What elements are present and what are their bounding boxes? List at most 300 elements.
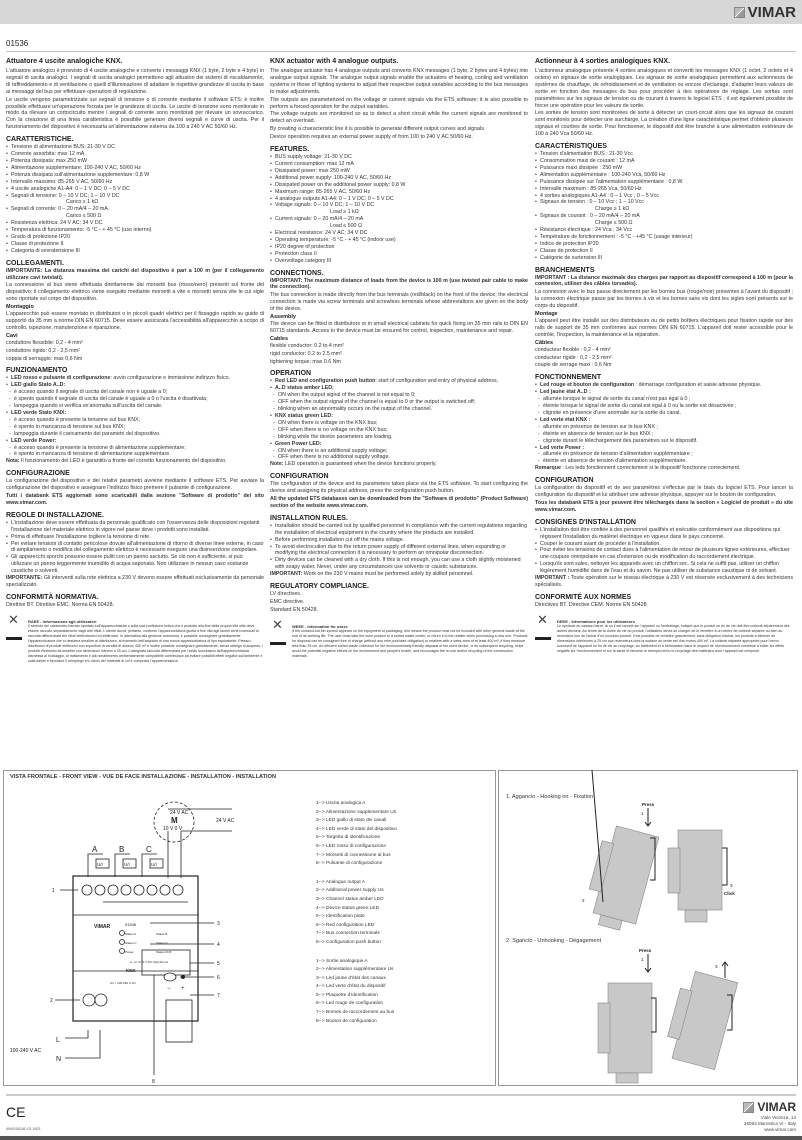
divider bbox=[6, 51, 796, 52]
note bbox=[270, 461, 528, 468]
important-text: Gli interventi sulla rete elettrica a 230 V devono essere effettuati esclusivamente da personale specializzato. bbox=[6, 575, 265, 588]
connections-text: The bus connection is made directly from the bus terminals (red/black) on the front of the device; the electrical connection is made via screw terminals and screwless terminals whose abbreviations are given on the body of the device. bbox=[270, 292, 528, 313]
operation-item bbox=[270, 413, 528, 420]
configuration-download: All the updated ETS databases can be downloaded from the "Software di prodotto" (Product Software) section of the website www.vimar.com. bbox=[270, 496, 528, 509]
weee-text: Il simbolo del cassonetto barrato riportato sull'apparecchiatura o sulla sua confezione indica che il prodotto alla fine della propria vita utile deve essere raccolto separatamente dagli altri rifiuti. L'utente dovrà, pertanto, conferire l'apparecchiatura giunta a fine vita agli idonei centri comunali di raccolta differenziata dei rifiuti elettrotecnici ed elettronici. In alternativa alla gestione autonoma, è possibile consegnare gratuitamente l'apparecchiatura che si desidera smaltire al distributore, al momento dell'acquisto di una nuova apparecchiatura di tipo equivalente. Presso i distributori di prodotti elettronici con superficie di vendita di almeno 400 m² è inoltre possibile consegnare gratuitamente, senza obbligo di acquisto, i prodotti elettronici da smaltire con dimensioni inferiori a 25 cm. L'adeguata raccolta differenziata per l'avvio successivo dell'apparecchiatura dismessa al riciclaggio, al trattamento e allo smaltimento ambientalmente compatibile contribuisce ad evitare possibili effetti negativi sull'ambiente e sulla salute e favorisce il reimpiego e/o riciclo dei materiali di cui è composta l'apparecchiatura. bbox=[28, 623, 263, 663]
feature-item: • Categoria di sovratensione III bbox=[6, 248, 264, 255]
motor-bottom-label: 10 V 0 V bbox=[163, 826, 183, 832]
callout-8: 8 bbox=[152, 1079, 155, 1085]
status-knx-label: Status KNX bbox=[156, 950, 172, 954]
legend-group bbox=[316, 958, 397, 1027]
feature-item: • Corrente assorbita: max 12 mA bbox=[6, 151, 264, 158]
operation-item bbox=[535, 445, 793, 452]
feature-item: • Puissance dissipée sur l'alimentation supplémentaire : 0,8 W bbox=[535, 179, 793, 186]
important-text: Work on the 230 V mains must be performed solely by skilled personnel. bbox=[302, 571, 474, 578]
intro-paragraph: Les sorties de tension sont monitorées de sorte à détecter un court-circuit alors que les signaux de courant sont monitorés pour détecter une surcharge. La création d'une ligne caractéristique permet d'obtenir plusieurs signaux et courbes de sortie. Pour fonctionner, le dispositif doit être branché à une alimentation extérieure de 100 à 240 Vca 50/60 Hz. bbox=[535, 110, 793, 138]
operation-subitem: - ON when there is voltage on the KNX bus; bbox=[270, 420, 528, 427]
compliance-item: Directives BT. Directive CEM. Norme EN 50428 bbox=[535, 601, 647, 608]
intro-paragraph: The outputs are parameterized on the voltage or current signals via the ETS software; it is also possible to perform a forced operation for the output variables. bbox=[270, 96, 528, 110]
feature-item: • Classe de protection II bbox=[535, 248, 793, 255]
important-note bbox=[535, 575, 793, 589]
configuration-heading: CONFIGURATION bbox=[535, 477, 594, 485]
l-label: L bbox=[56, 1037, 60, 1044]
feature-item: • Intervallo massimo: 85-265 V AC, 50/60 Hz bbox=[6, 179, 264, 186]
note-text: Il funzionamento del LED è garantito a fronte del corretto funzionamento del dispositivo. bbox=[19, 458, 227, 465]
note-label: Remarque bbox=[535, 465, 561, 472]
feature-item: • Grado di protezione IP20 bbox=[6, 234, 264, 241]
motor-label: M bbox=[171, 816, 178, 825]
feature-item: • Intervalle maximum : 85-265 Vca, 50/60 Hz bbox=[535, 186, 793, 193]
feature-item: • Electrical resistance: 24 V AC; 34 V DC bbox=[270, 230, 528, 237]
feature-item: • Puissance maxi dissipée : 250 mW bbox=[535, 165, 793, 172]
feature-item: • Tension d'alimentation BUS : 21-30 Vcc bbox=[535, 151, 793, 158]
legend-item: 2--> Additional power supply Us bbox=[316, 888, 384, 894]
feature-item: • 4 sorties analogiques A1-A4 : 0 – 1 Vcc ; 0 – 5 Vcc bbox=[535, 193, 793, 200]
installation-rule: • Before performing installation cut off the mains voltage. bbox=[270, 537, 528, 544]
feature-item: • Temperatura di funzionamento: -5 °C - + 45 °C (uso interno) bbox=[6, 227, 264, 234]
wiring-diagram bbox=[0, 770, 310, 1090]
n-label: N bbox=[56, 1056, 62, 1063]
us-label: Us = 100-240 V AC bbox=[110, 981, 136, 985]
operation-list bbox=[535, 382, 793, 465]
vimar-logo bbox=[734, 4, 796, 21]
channel-b-label: B bbox=[119, 845, 125, 854]
feature-item: • Classe di protezione II bbox=[6, 241, 264, 248]
legend-item: 5--> Targetta di identificazione bbox=[316, 835, 381, 841]
column-en bbox=[270, 57, 528, 659]
section-title: KNX actuator with 4 analogue outputs. bbox=[270, 58, 399, 65]
compliance-item: LV directives. bbox=[270, 591, 302, 598]
legend-item: 4--> LED verde di stato del dispositivo bbox=[316, 826, 397, 832]
legend-item: 6--> Led rouge de configuration bbox=[316, 1001, 384, 1007]
op-label: LED giallo Stato A..D: bbox=[11, 382, 66, 389]
motor-top-label: 24 V AC bbox=[170, 810, 189, 816]
configuration-download: Tous les databank ETS à jour peuvent être téléchargés dans la section « Logiciel de produit » du site www.vimar.com. bbox=[535, 499, 793, 513]
note bbox=[6, 458, 264, 465]
configuration-text: The configuration of the device and its parameters takes place via the ETS software. To start configuring the device and assigning its physical address, press the configuration push button. bbox=[270, 481, 528, 495]
connections-text: La connessione al bus viene effettuata direttamente dai morsetti bus (rosso/nero) presenti sul fronte del dispositivo; il collegamento elettrico viene eseguito mediante morsetti a vite e morsetti senza vite le cui sigle sono riportate sul corpo del dispositivo. bbox=[6, 282, 264, 303]
converter-label: U/I bbox=[124, 862, 130, 867]
installation-rule: • Pour éviter les tensions de contact dues à l'alimentation de retour de plusieurs lignes extérieures, effectuer une coupure omnipolaire en cas d'extension ou de modification du raccordement électrique. bbox=[535, 547, 793, 561]
vimar-logo-footer bbox=[743, 1100, 796, 1114]
important-label: IMPORTANT: bbox=[270, 571, 303, 578]
feature-item: • Signaux de courant : 0 – 20 mA/4 – 20 mA bbox=[535, 213, 793, 220]
legend-item: 2--> Alimentation supplémentaire Us bbox=[316, 967, 394, 973]
cable-spec: tightening torque: max 0.6 Nm bbox=[270, 358, 341, 365]
legend-item: 6--> LED rosso di configurazione bbox=[316, 843, 386, 849]
divider bbox=[6, 1094, 796, 1096]
operation-subitem: - blinking while the device parameters are loading. bbox=[270, 434, 528, 441]
crossed-bin-icon bbox=[6, 619, 22, 639]
operation-subitem: - allumée en présence de tension d'alimentation supplémentaire ; bbox=[535, 451, 793, 458]
feature-item: • Dissipated power on the additional power supply: 0.8 W bbox=[270, 182, 528, 189]
front-view-title: VISTA FRONTALE - FRONT VIEW - VUE DE FACE INSTALLAZIONE - INSTALLATION - INSTALLATION bbox=[10, 774, 276, 780]
status-c-label: Status C bbox=[125, 941, 137, 945]
legend-item: 8--> Pulsante di configurazione bbox=[316, 861, 383, 867]
knx-logo: KNX bbox=[126, 968, 136, 973]
operation-item bbox=[535, 382, 793, 389]
feature-item: • Signaux de tension : 0 – 10 Vcc ; 1 – 10 Vcc bbox=[535, 199, 793, 206]
operation-subitem: - allumée lorsque le signal de sortie du canal n'est pas égal à 0 ; bbox=[535, 396, 793, 403]
note-label: Note: bbox=[270, 461, 284, 468]
operation-subitem: - clignote durant le téléchargement des paramètres sur le dispositif. bbox=[535, 438, 793, 445]
website-link[interactable]: www.vimar.com bbox=[764, 1127, 796, 1132]
operation-item bbox=[270, 385, 528, 392]
configuration-text: La configuration du dispositif et de ses paramètres s'effectue par le biais du logiciel ETS. Pour lancer la configuration du dispositif et lui attribuer une adresse physique, appuyer sur le bouton de configuration. bbox=[535, 485, 793, 499]
installation-list bbox=[6, 520, 264, 575]
section-title: Attuatore 4 uscite analogiche KNX. bbox=[6, 58, 123, 65]
feature-item: • Potenza dissipata sull'alimentazione supplementare: 0,8 W bbox=[6, 172, 264, 179]
installation-rule: • Couper le courant avant de procéder à l'installation. bbox=[535, 541, 793, 548]
feature-item: Carico ≥ 1 kΩ bbox=[66, 199, 99, 206]
compliance-heading: REGULATORY COMPLIANCE. bbox=[270, 583, 369, 591]
feature-item: • Tensione di alimentazione BUS: 21-30 V DC bbox=[6, 144, 264, 151]
feature-item: • Voltage signals: 0 – 10 V DC; 1 – 10 V DC bbox=[270, 202, 528, 209]
intro-paragraph: L'actionneur analogique présente 4 sorties analogiques et convertit les messages KNX (1 octet, 2 octets et 4 octets) en signaux de sortie analogiques. Les signaux de sortie analogiques permettent aux actionneurs de systèmes de chauffage, de refroidissement et de ventilation ou encore d'éclairage, d'adapter leurs valeurs de sortie en fonction des messages du bus pour procéder à des opérations de réglage. Les sorties sont paramétrées sur les signaux de tension ou de courant à travers le logiciel ETS ; il est également possible de forcer une opération pour les valeurs de sortie. bbox=[535, 68, 793, 109]
callout-6: 6 bbox=[217, 975, 220, 981]
feature-item: • Current consumption: max 12 mA bbox=[270, 161, 528, 168]
feature-item: • Resistenza elettrica: 24 V AC; 34 V DC bbox=[6, 220, 264, 227]
step-3-label: 3 bbox=[715, 964, 718, 969]
vimar-logo-icon bbox=[734, 7, 745, 18]
press-label: Press bbox=[639, 948, 652, 953]
operation-subitem: - è acceso quando è presente la tensione sul bus KNX; bbox=[6, 417, 264, 424]
operation-subitem: - allumée en présence de tension sur le bus KNX ; bbox=[535, 424, 793, 431]
power-label: Power bbox=[125, 950, 134, 954]
note bbox=[535, 465, 793, 472]
step-2-label: 2 bbox=[582, 898, 585, 903]
features-list bbox=[6, 144, 264, 255]
note-text: : Les leds fonctionnent correctement si le dispositif fonctionne correctement. bbox=[560, 465, 741, 472]
configuration-download: Tutti i databank ETS aggiornati sono scaricabili dalla sezione "Software di prodotto" del sito www.vimar.com. bbox=[6, 493, 264, 506]
cable-spec: coppia di serraggio: max 0,6 Nm bbox=[6, 355, 83, 362]
supply-24v-label: 24 V AC bbox=[216, 818, 235, 824]
connections-heading: BRANCHEMENTS bbox=[535, 266, 595, 274]
brand-name: VIMAR bbox=[757, 1100, 796, 1114]
operation-item bbox=[6, 375, 264, 382]
device-model: 01536 bbox=[125, 922, 137, 927]
compliance-item: Direttive BT. Direttive EMC. Norma EN 50428. bbox=[6, 601, 115, 608]
legend-item: 3--> Led jaune d'état des canaux bbox=[316, 975, 386, 981]
installation-rule: • Lorsqu'ils sont sales, nettoyer les appareils avec un chiffon sec. Si cela ne suffit pas, utiliser un chiffon légèrement humidifié dans de l'eau et du savon. Ne pas utiliser de substance caustique ni de solvant. bbox=[535, 561, 793, 575]
intro-paragraph: The analogue actuator has 4 analogue outputs and converts KNX messages (1 byte, 2 bytes and 4 bytes) into analogue output signals. The analogue output signals enable the actuators of heating, cooling and ventilation systems or those of lighting systems to adjust their respective output variables according to the bus messages to make adjustments. bbox=[270, 68, 528, 95]
operation-heading: FUNZIONAMENTO bbox=[6, 367, 68, 375]
compliance-heading: CONFORMITÉ AUX NORMES bbox=[535, 593, 632, 601]
operation-subitem: - clignote en présence d'une anomalie sur la sortie du canal. bbox=[535, 410, 793, 417]
important-note bbox=[6, 575, 264, 589]
operation-heading: OPERATION bbox=[270, 370, 312, 378]
step-3-label: 3 bbox=[730, 883, 733, 888]
weee-title: RAEE - Informazione agli utilizzatori bbox=[28, 618, 97, 624]
feature-item: • Dissipated power: max 250 mW bbox=[270, 168, 528, 175]
press-label: Press bbox=[642, 802, 655, 807]
weee-text: Le symbole du caisson barré, là où il est reporté sur l'appareil ou l'emballage, indique que le produit en fin de vie doit être collecté séparément des autres déchets. Au terme de la durée de vie du produit, l'utilisateur devra se charger de le remettre à un centre de collecte séparée ou bien au revendeur lors de l'achat d'un nouveau produit. Il est possible de remettre gratuitement, sans obligation d'achat, les produits à éliminer de dimensions inférieures à 25 cm aux revendeurs dont la surface de vente est d'au moins 400 m². La collecte séparée appropriée pour l'envoi successif de l'appareil en fin de vie au recyclage, au traitement et à l'élimination dans le respect de l'environnement contribue à éviter les effets négatifs sur l'environnement et sur la santé et favorise le réemploi et/ou le recyclage des matériaux dont l'appareil est composé. bbox=[557, 623, 790, 653]
configuration-text: La configurazione del dispositivo e dei relativi parametri avviene mediante il software ETS. Per avviare la configurazione del dispositivo e assegnare l'indirizzo fisico premere il pulsante di configurazione. bbox=[6, 478, 264, 492]
feature-item: • Alimentazione supplementare: 100-240 V AC, 50/60 Hz bbox=[6, 165, 264, 172]
feature-item: • Indice de protection IP20 bbox=[535, 241, 793, 248]
operation-subitem: - ON when there is an additional supply voltage; bbox=[270, 448, 528, 455]
intro-paragraph: By creating a characteristic line it is possible to generate different output curves and signals. bbox=[270, 126, 486, 133]
operation-subitem: - éteinte en absence de tension sur le bus KNX ; bbox=[535, 431, 793, 438]
installation-rule: • Installation should be carried out by qualified personnel in compliance with the current regulations regarding the installation of electrical equipment in the country where the products are installed. bbox=[270, 523, 528, 537]
document-number: 49401081A0 03 1903 bbox=[6, 1127, 41, 1131]
hook-title: 1. Aggancio - Hooking on - Fixation bbox=[506, 794, 594, 800]
operation-subitem: - éteinte lorsque le signal de sortie du canal est égal à 0 ou la sortie est désactivée ; bbox=[535, 403, 793, 410]
assembly-heading: Montage bbox=[535, 311, 558, 318]
installation-rule: • Dirty devices can be cleaned with a dry cloth. If this is not enough, you can use a cloth slightly moistened with soapy water. Never, under any circumstances use solvents or caustic substances. bbox=[270, 557, 528, 571]
installation-rule: • Gli apparecchi sporchi possono essere puliti con un panno asciutto. Se ciò non è sufficiente, si può utilizzare un panno leggermente inumidito di acqua saponata. Non utilizzare in nessun caso sostanze caustiche o solventi. bbox=[6, 554, 264, 575]
operation-item bbox=[270, 378, 528, 385]
configuration-heading: CONFIGURATION bbox=[270, 473, 329, 481]
connections-heading: CONNECTIONS. bbox=[270, 269, 324, 277]
installation-heading: REGOLE DI INSTALLAZIONE. bbox=[6, 511, 104, 519]
feature-item: • Catégorie de surtension III bbox=[535, 255, 793, 262]
converter-label: U/I bbox=[97, 862, 103, 867]
op-label: LED verde Stato KNX: bbox=[11, 409, 67, 416]
feature-item: • Overvoltage category III bbox=[270, 258, 528, 265]
installation-rule: • L'installation doit être confiée à des personnel qualifiés et exécutée conformément aux dispositions qui régissent l'installation du matériel électrique en vigueur dans le pays concerné. bbox=[535, 527, 793, 541]
op-label: KNX status green LED: bbox=[275, 412, 333, 419]
assembly-text: L'appareil peut être installé sur des distributeurs ou de petits boîtiers électriques pour fixation rapide sur des rails de support de 35 mm conformes aux normes DIN EN 60715. L'appareil doit rester accessible pour le contrôle, l'inspection, la maintenance et la réparation. bbox=[535, 318, 793, 338]
product-code: 01536 bbox=[6, 39, 29, 48]
operation-subitem: - è acceso quando è presente la tensione di alimentazione supplementare; bbox=[6, 445, 264, 452]
installation-rule: • To avoid electrocution due to the return power supply of different external lines, when expanding or modifying the electrical connection it is necessary to perform an omnipolar disconnection. bbox=[270, 544, 528, 558]
diagram-legend bbox=[316, 800, 397, 1036]
operation-list bbox=[6, 375, 264, 458]
intro-paragraph: The voltage outputs are monitored so as to detect a short circuit while the current signals are monitored to detect an overload. bbox=[270, 111, 528, 125]
intro-paragraph: L'attuatore analogico è provvisto di 4 uscite analogiche e converte i messaggi KNX (1 byte, 2 byte e 4 byte) in segnali di uscita analogici. I segnali di uscita analogici permettono agli attuatori dei sistemi di riscaldamento, di raffreddamento e di ventilazione o quelli d'illuminazione di adattare le rispettive grandezze di uscita in base ai messaggi del bus per effettuare operazioni di regolazione. bbox=[6, 68, 264, 95]
operation-subitem: - è spento in mancanza di tensione sul bus KNX; bbox=[6, 424, 264, 431]
cable-spec: conducteur rigide : 0,2 - 2,5 mm² bbox=[535, 354, 612, 361]
important-note bbox=[270, 571, 528, 578]
connections-heading: COLLEGAMENTI. bbox=[6, 259, 64, 267]
op-label: Led verte état KNX : bbox=[540, 416, 591, 423]
feature-item: • Segnali di tensione: 0 – 10 V DC; 1 – 10 V DC bbox=[6, 193, 264, 200]
feature-item: • Additional power supply: 100-240 V AC, 50/60 Hz bbox=[270, 175, 528, 182]
step-1-label: 1 bbox=[641, 811, 644, 816]
cable-spec: rigid conductor: 0.2 to 2.5 mm² bbox=[270, 350, 342, 357]
column-fr bbox=[535, 57, 793, 654]
feature-item: Load ≤ 500 Ω bbox=[330, 223, 362, 230]
legend-item: 1--> Uscita analogica A bbox=[316, 801, 366, 806]
feature-item: Carico ≤ 500 Ω bbox=[66, 213, 102, 220]
callout-1: 1 bbox=[52, 888, 55, 894]
connections-important: IMPORTANT : La distance maximale des charges par rapport au dispositif correspond à 100 m (pour la connexion, utiliser des câbles torsadés). bbox=[535, 274, 793, 288]
converter-label: U/I bbox=[151, 862, 157, 867]
important-label: IMPORTANT : bbox=[535, 575, 570, 582]
op-label: Led jaune état A..D : bbox=[540, 389, 591, 396]
compliance-item: Standard EN 50428. bbox=[270, 606, 319, 613]
callout-7: 7 bbox=[217, 993, 220, 999]
op-text: : avvio configurazione e immissione indirizzo fisico. bbox=[110, 375, 231, 382]
feature-item: Load ≥ 1 kΩ bbox=[330, 209, 359, 216]
mains-label: 100-240 V AC bbox=[10, 1048, 42, 1054]
intro-paragraph: Le uscite vengono parametrizzate sui segnali di tensione o di corrente mediante il software ETS; è inoltre possibile effettuare un'operazione forzata per le grandezze di uscita. Le uscite di tensione sono monitorate in modo da rilevare un cortocircuito mentre i segnali di corrente sono monitorati per rilevare un sovraccarico. Con la creazione di una linea caratteristica è possibile generare diversi segnali e curve di uscita. Per il funzionamento del dispositivo è necessaria un'alimentazione esterna da 100 a 240 V AC 50/60 Hz. bbox=[6, 96, 264, 131]
status-d-label: Status D bbox=[156, 941, 168, 945]
operation-subitem: - OFF when there is no voltage on the KNX bus; bbox=[270, 427, 528, 434]
operation-subitem: - éteinte en absence de tension d'alimentation supplémentaire. bbox=[535, 458, 793, 465]
legend-item: 1--> Sortie analogique A bbox=[316, 958, 368, 964]
cable-spec: conducteur flexible : 0,2 - 4 mm² bbox=[535, 346, 611, 353]
status-a-label: Status A bbox=[125, 932, 137, 936]
feature-item: • 4 uscite analogiche A1-A4: 0 – 1 V DC; 0 – 5 V DC bbox=[6, 186, 264, 193]
feature-item: Charge ≤ 500 Ω bbox=[595, 220, 633, 227]
address-city: 36063 Marostica VI - Italy bbox=[743, 1121, 796, 1126]
installation-rule: • Prima di effettuare l'installazione togliere la tensione di rete. bbox=[6, 534, 264, 541]
ce-mark: CE bbox=[6, 1104, 26, 1120]
features-list bbox=[270, 154, 528, 265]
feature-item: • Protection class II bbox=[270, 251, 528, 258]
weee-title: DEEE - Informations pour les utilisateurs bbox=[557, 618, 635, 624]
installation-heading: INSTALLATION RULES. bbox=[270, 514, 348, 522]
header-bar bbox=[0, 0, 802, 24]
step-1-label: 1 bbox=[641, 957, 644, 962]
legend-group bbox=[316, 800, 397, 869]
compliance-item: EMC directive. bbox=[270, 599, 305, 605]
operation-subitem: - OFF when there is no additional supply voltage. bbox=[270, 454, 528, 461]
intro-paragraph: Device operation requires an external power supply of from 100 to 240 V AC 50/60 Hz. bbox=[270, 134, 473, 141]
cable-spec: flexible conductor: 0.2 to 4 mm² bbox=[270, 342, 344, 349]
channel-a-label: A bbox=[92, 845, 98, 854]
cables-heading: Cavi bbox=[6, 332, 18, 339]
op-label: LED rosso e pulsante di configurazione bbox=[11, 375, 111, 382]
op-label: Green Power LED: bbox=[275, 440, 322, 447]
assembly-heading: Assembly bbox=[270, 314, 296, 321]
feature-item: • Alimentation supplémentaire : 100-240 Vca, 50/60 Hz bbox=[535, 172, 793, 179]
crossed-bin-icon bbox=[535, 619, 551, 639]
legend-item: 4--> Device status green LED bbox=[316, 905, 380, 911]
column-it bbox=[6, 57, 264, 664]
brand-name: VIMAR bbox=[747, 4, 796, 21]
configuration-heading: CONFIGURAZIONE bbox=[6, 470, 70, 478]
feature-item: • Segnali di corrente: 0 – 20 mA/4 – 20 mA bbox=[6, 206, 264, 213]
operation-item bbox=[6, 438, 264, 445]
operation-item bbox=[535, 417, 793, 424]
operation-subitem: - lampeggia quando si verifica un'anomalia sull'uscita del canale. bbox=[6, 403, 264, 410]
operation-heading: FONCTIONNEMENT bbox=[535, 374, 602, 382]
important-text: Toute opération sur le réseau électrique à 230 V est réservée exclusivement à des techniciens spécialisés. bbox=[535, 575, 793, 588]
op-label: Led verte Power : bbox=[540, 444, 585, 451]
cable-spec: couple de serrage maxi : 0,6 Nm bbox=[535, 362, 612, 369]
feature-item: Charge ≥ 1 kΩ bbox=[595, 206, 630, 213]
feature-item: • Consommation maxi de courant : 12 mA bbox=[535, 158, 793, 165]
features-heading: CARACTÉRISTIQUES bbox=[535, 143, 607, 151]
legend-item: 7--> Morsetti di connessione al bus bbox=[316, 852, 391, 858]
legend-item: 1--> Analogue output A bbox=[316, 879, 365, 885]
operation-subitem: - OFF when the output signal of the channel is equal to 0 or the output is switched off; bbox=[270, 399, 528, 406]
legend-group bbox=[316, 879, 397, 948]
legend-item: 2--> Alimentazione supplementare Us bbox=[316, 809, 397, 815]
vimar-logo-icon bbox=[743, 1102, 754, 1113]
operation-subitem: - ON when the output signal of the channel is not equal to 0; bbox=[270, 392, 528, 399]
feature-item: • 4 analogue outputs A1-A4: 0 – 1 V DC; 0 – 5 V DC bbox=[270, 196, 528, 203]
cable-spec: conduttore flessibile: 0,2 - 4 mm² bbox=[6, 339, 83, 346]
callout-5: 5 bbox=[217, 961, 220, 967]
installation-list bbox=[270, 523, 528, 571]
cables-heading: Câbles bbox=[535, 339, 554, 346]
installation-rule: • L'installazione deve essere effettuata da personale qualificato con l'osservanza delle disposizioni regolanti l'installazione del materiale elettrico in vigore nel paese dove i prodotti sono installati. bbox=[6, 520, 264, 534]
weee-title: WEEE - Information for users bbox=[292, 623, 348, 629]
feature-item: • Résistance électrique : 24 Vca ; 34 Vcc bbox=[535, 227, 793, 234]
operation-item bbox=[535, 389, 793, 396]
operation-subitem: - è spento in mancanza di tensione di alimentazione supplementare. bbox=[6, 451, 264, 458]
click-label: Click bbox=[724, 891, 735, 896]
operation-subitem: - è acceso quando il segnale di uscita del canale non è uguale a 0; bbox=[6, 389, 264, 396]
assembly-heading: Montaggio bbox=[6, 304, 34, 311]
legend-item: 6--> Red configuration LED bbox=[316, 922, 375, 928]
connections-important: IMPORTANT: The maximum distance of loads from the device is 100 m (use twisted pair cable to make the connection). bbox=[270, 277, 528, 291]
unhook-title: 2. Sgancio - Unhooking - Dégagement bbox=[506, 938, 602, 944]
feature-item: • Maximum range: 85-265 V AC, 50/60 Hz bbox=[270, 189, 528, 196]
legend-item: 7--> Bus connection terminals bbox=[316, 931, 380, 937]
operation-item bbox=[270, 441, 528, 448]
bottom-bar bbox=[0, 1136, 802, 1140]
installation-rule: • Per evitare tensioni di contatto pericolose dovute all'alimentazione di ritorno di diverse linee esterne, in caso di ampliamento o modifica del collegamento elettrico è necessario eseguire una disinserzione onnipolare. bbox=[6, 541, 264, 555]
channel-c-label: C bbox=[146, 845, 152, 854]
features-heading: CARATTERISTICHE. bbox=[6, 136, 74, 144]
operation-item bbox=[6, 410, 264, 417]
connections-important: IMPORTANTE: La distanza massima dei carichi del dispositivo è pari a 100 m (per il collegamento utilizzare cavi twistati). bbox=[6, 267, 264, 281]
op-label: A..D status amber LED: bbox=[275, 385, 334, 392]
feature-item: • IP20 degree of protection bbox=[270, 244, 528, 251]
note-text: LED operation is guaranteed when the device functions properly. bbox=[283, 461, 437, 468]
compliance-heading: CONFORMITÀ NORMATIVA. bbox=[6, 593, 99, 601]
weee-notice bbox=[270, 624, 528, 659]
legend-item: 7--> Bornes de raccordement au bus bbox=[316, 1010, 395, 1016]
address-street: Viale Vicenza, 14 bbox=[760, 1115, 796, 1120]
device-brand: VIMAR bbox=[94, 924, 111, 930]
legend-item: 5--> Identification plate bbox=[316, 914, 365, 920]
installation-list bbox=[535, 527, 793, 575]
op-label: Red LED and configuration push button bbox=[275, 378, 376, 385]
legend-item: 3--> Channel status amber LED bbox=[316, 896, 384, 902]
legend-item: 5--> Plaquette d'identification bbox=[316, 992, 378, 998]
callout-3: 3 bbox=[217, 921, 220, 927]
feature-item: • Operating temperature: -5 °C - + 45 °C (indoor use) bbox=[270, 237, 528, 244]
connections-text: La connexion avec le bus passe directement par les bornes bus (rouge/noir) présentes à l'avant du dispositif ; la connexion électrique passe par les bornes à vis et les bornes sans vis dont les sigles sont présents sur le corps du dispositif. bbox=[535, 289, 793, 310]
company-address bbox=[744, 1115, 796, 1133]
features-list bbox=[535, 151, 793, 262]
operation-item bbox=[6, 382, 264, 389]
operation-list bbox=[270, 378, 528, 461]
legend-item: 8--> Bouton de configuration bbox=[316, 1018, 377, 1024]
minus-label: − bbox=[167, 986, 171, 992]
cable-spec: conduttore rigido: 0,2 - 2,5 mm² bbox=[6, 347, 80, 354]
feature-item: • Potenza dissipata: max 250 mW bbox=[6, 158, 264, 165]
output-spec-label: A...D: 0-10 V DC 0(4)-20 mA bbox=[130, 960, 169, 964]
features-heading: FEATURES. bbox=[270, 146, 310, 154]
callout-2: 2 bbox=[50, 998, 53, 1004]
cables-heading: Cables bbox=[270, 335, 289, 342]
feature-item: • Current signals: 0 – 20 mA/4 – 20 mA bbox=[270, 216, 528, 223]
note-label: Nota: bbox=[6, 458, 20, 465]
op-label: LED verde Power: bbox=[11, 437, 57, 444]
op-text: : start of configuration and entry of physical address. bbox=[375, 378, 499, 385]
feature-item: • BUS supply voltage: 21-30 V DC bbox=[270, 154, 528, 161]
callout-4: 4 bbox=[217, 942, 220, 948]
assembly-text: L'apparecchio può essere montato in distributori o in piccoli quadri elettrici per il fissaggio rapido su guide di supporto da 35 mm a norme DIN EN 60715. Deve essere assicurata l'accessibilità all'apparecchio a scopo di controllo, ispezione, manutenzione e riparazione. bbox=[6, 311, 264, 331]
operation-subitem: - lampeggia durante il caricamento dei parametri del dispositivo. bbox=[6, 431, 264, 438]
weee-notice bbox=[6, 619, 264, 664]
operation-subitem: - è spento quando il segnale di uscita del canale è uguale a 0 o l'uscita è disattivata; bbox=[6, 396, 264, 403]
legend-item: 8--> Configuration push button bbox=[316, 939, 381, 945]
assembly-text: The device can be fitted in distributors or in small electrical cabinets for quick fixing on 35 mm rails to DIN EN 60715 standards. Access to the device must be ensured for control, inspection, maintenance and repair. bbox=[270, 321, 528, 334]
important-label: IMPORTANTE: bbox=[6, 575, 43, 582]
operation-subitem: - blinking when an abnormality occurs on the output of the channel. bbox=[270, 406, 528, 413]
weee-text: If the crossed-out bin symbol appears on the equipment or packaging, this means the product must not be included with other general waste at the end of its working life. The user must take the worn product to a sorted waste center, or return it to the retailer when purchasing a new one. Products for disposal can be consigned free of charge (without any new purchase obligation) to retailers with a sales area of at least 400 m², if they measure less than 25 cm. An efficient sorted waste collection for the environmentally friendly disposal of the used device, or its subsequent recycling, helps avoid the potential negative effects on the environment and people's health, and encourages the re-use and/or recycling of the construction materials. bbox=[292, 628, 528, 658]
section-title: Actionneur à 4 sorties analogiques KNX. bbox=[535, 58, 670, 65]
op-label: Led rouge et bouton de configuration bbox=[540, 382, 635, 389]
